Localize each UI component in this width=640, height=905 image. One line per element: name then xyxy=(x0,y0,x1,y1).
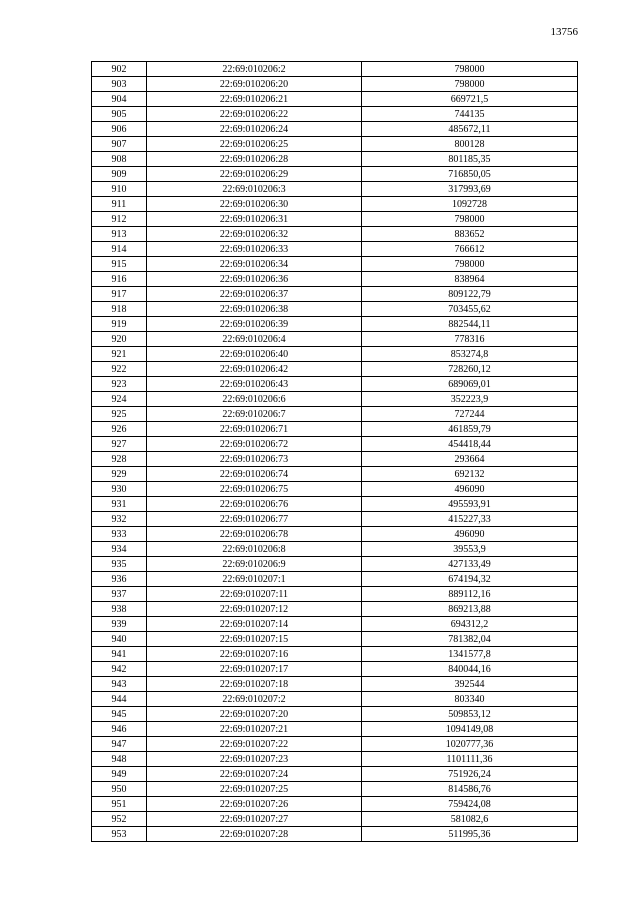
row-number-cell: 925 xyxy=(92,407,147,422)
value-cell: 317993,69 xyxy=(362,182,578,197)
cadastral-number-cell: 22:69:010206:28 xyxy=(147,152,362,167)
table-row xyxy=(92,152,578,167)
cadastral-number-cell: 22:69:010207:22 xyxy=(147,737,362,752)
value-cell: 1341577,8 xyxy=(362,647,578,662)
table-row xyxy=(92,392,578,407)
row-number-cell: 910 xyxy=(92,182,147,197)
cadastral-number-cell: 22:69:010206:24 xyxy=(147,122,362,137)
row-number-cell: 909 xyxy=(92,167,147,182)
table-row xyxy=(92,602,578,617)
value-cell: 495593,91 xyxy=(362,497,578,512)
value-cell: 798000 xyxy=(362,77,578,92)
value-cell: 692132 xyxy=(362,467,578,482)
row-number-cell: 941 xyxy=(92,647,147,662)
value-cell: 883652 xyxy=(362,227,578,242)
table-row xyxy=(92,332,578,347)
row-number-cell: 948 xyxy=(92,752,147,767)
cadastral-number-cell: 22:69:010206:42 xyxy=(147,362,362,377)
cadastral-number-cell: 22:69:010207:2 xyxy=(147,692,362,707)
table-row xyxy=(92,752,578,767)
row-number-cell: 927 xyxy=(92,437,147,452)
value-cell: 840044,16 xyxy=(362,662,578,677)
table-row xyxy=(92,557,578,572)
row-number-cell: 931 xyxy=(92,497,147,512)
value-cell: 781382,04 xyxy=(362,632,578,647)
cadastral-number-cell: 22:69:010206:33 xyxy=(147,242,362,257)
cadastral-number-cell: 22:69:010206:21 xyxy=(147,92,362,107)
page-number: 13756 xyxy=(550,26,578,38)
table-row xyxy=(92,137,578,152)
table-row xyxy=(92,482,578,497)
table-row xyxy=(92,287,578,302)
value-cell: 415227,33 xyxy=(362,512,578,527)
cadastral-number-cell: 22:69:010206:38 xyxy=(147,302,362,317)
cadastral-number-cell: 22:69:010206:37 xyxy=(147,287,362,302)
cadastral-number-cell: 22:69:010206:3 xyxy=(147,182,362,197)
table-row xyxy=(92,62,578,77)
table-row xyxy=(92,242,578,257)
row-number-cell: 943 xyxy=(92,677,147,692)
value-cell: 751926,24 xyxy=(362,767,578,782)
row-number-cell: 907 xyxy=(92,137,147,152)
value-cell: 798000 xyxy=(362,212,578,227)
value-cell: 853274,8 xyxy=(362,347,578,362)
cadastral-number-cell: 22:69:010206:73 xyxy=(147,452,362,467)
table-row xyxy=(92,167,578,182)
value-cell: 39553,9 xyxy=(362,542,578,557)
row-number-cell: 951 xyxy=(92,797,147,812)
value-cell: 809122,79 xyxy=(362,287,578,302)
row-number-cell: 936 xyxy=(92,572,147,587)
table-body xyxy=(92,62,578,842)
cadastral-number-cell: 22:69:010206:36 xyxy=(147,272,362,287)
table-row xyxy=(92,587,578,602)
table-row xyxy=(92,737,578,752)
table-row xyxy=(92,767,578,782)
table-row xyxy=(92,467,578,482)
table-row xyxy=(92,632,578,647)
row-number-cell: 938 xyxy=(92,602,147,617)
cadastral-number-cell: 22:69:010207:16 xyxy=(147,647,362,662)
table-row xyxy=(92,77,578,92)
value-cell: 814586,76 xyxy=(362,782,578,797)
value-cell: 727244 xyxy=(362,407,578,422)
value-cell: 759424,08 xyxy=(362,797,578,812)
value-cell: 689069,01 xyxy=(362,377,578,392)
table-row xyxy=(92,257,578,272)
row-number-cell: 953 xyxy=(92,827,147,842)
cadastral-number-cell: 22:69:010206:30 xyxy=(147,197,362,212)
value-cell: 728260,12 xyxy=(362,362,578,377)
table-row xyxy=(92,197,578,212)
cadastral-number-cell: 22:69:010206:71 xyxy=(147,422,362,437)
value-cell: 882544,11 xyxy=(362,317,578,332)
value-cell: 496090 xyxy=(362,482,578,497)
value-cell: 485672,11 xyxy=(362,122,578,137)
table-row xyxy=(92,302,578,317)
value-cell: 496090 xyxy=(362,527,578,542)
value-cell: 744135 xyxy=(362,107,578,122)
value-cell: 778316 xyxy=(362,332,578,347)
row-number-cell: 915 xyxy=(92,257,147,272)
cadastral-number-cell: 22:69:010206:4 xyxy=(147,332,362,347)
value-cell: 838964 xyxy=(362,272,578,287)
row-number-cell: 913 xyxy=(92,227,147,242)
value-cell: 1094149,08 xyxy=(362,722,578,737)
cadastral-number-cell: 22:69:010206:9 xyxy=(147,557,362,572)
table-row xyxy=(92,272,578,287)
value-cell: 427133,49 xyxy=(362,557,578,572)
table-row xyxy=(92,122,578,137)
cadastral-number-cell: 22:69:010207:17 xyxy=(147,662,362,677)
row-number-cell: 924 xyxy=(92,392,147,407)
cadastral-number-cell: 22:69:010206:6 xyxy=(147,392,362,407)
value-cell: 509853,12 xyxy=(362,707,578,722)
row-number-cell: 940 xyxy=(92,632,147,647)
row-number-cell: 920 xyxy=(92,332,147,347)
cadastral-number-cell: 22:69:010207:21 xyxy=(147,722,362,737)
table-row xyxy=(92,92,578,107)
value-cell: 352223,9 xyxy=(362,392,578,407)
cadastral-number-cell: 22:69:010206:39 xyxy=(147,317,362,332)
row-number-cell: 916 xyxy=(92,272,147,287)
value-cell: 694312,2 xyxy=(362,617,578,632)
table-row xyxy=(92,692,578,707)
row-number-cell: 922 xyxy=(92,362,147,377)
row-number-cell: 942 xyxy=(92,662,147,677)
table-row xyxy=(92,512,578,527)
cadastral-number-cell: 22:69:010207:24 xyxy=(147,767,362,782)
row-number-cell: 945 xyxy=(92,707,147,722)
table-row xyxy=(92,107,578,122)
cadastral-number-cell: 22:69:010207:15 xyxy=(147,632,362,647)
cadastral-number-cell: 22:69:010206:34 xyxy=(147,257,362,272)
table-row xyxy=(92,707,578,722)
cadastral-number-cell: 22:69:010206:74 xyxy=(147,467,362,482)
row-number-cell: 911 xyxy=(92,197,147,212)
cadastral-number-cell: 22:69:010206:2 xyxy=(147,62,362,77)
row-number-cell: 935 xyxy=(92,557,147,572)
cadastral-number-cell: 22:69:010207:14 xyxy=(147,617,362,632)
row-number-cell: 923 xyxy=(92,377,147,392)
cadastral-number-cell: 22:69:010206:25 xyxy=(147,137,362,152)
row-number-cell: 929 xyxy=(92,467,147,482)
value-cell: 1020777,36 xyxy=(362,737,578,752)
table-row xyxy=(92,437,578,452)
table-row xyxy=(92,362,578,377)
row-number-cell: 905 xyxy=(92,107,147,122)
row-number-cell: 912 xyxy=(92,212,147,227)
value-cell: 674194,32 xyxy=(362,572,578,587)
value-cell: 800128 xyxy=(362,137,578,152)
cadastral-number-cell: 22:69:010207:25 xyxy=(147,782,362,797)
row-number-cell: 947 xyxy=(92,737,147,752)
cadastral-number-cell: 22:69:010207:12 xyxy=(147,602,362,617)
row-number-cell: 928 xyxy=(92,452,147,467)
row-number-cell: 906 xyxy=(92,122,147,137)
row-number-cell: 918 xyxy=(92,302,147,317)
table-row xyxy=(92,617,578,632)
value-cell: 581082,6 xyxy=(362,812,578,827)
cadastral-number-cell: 22:69:010206:76 xyxy=(147,497,362,512)
value-cell: 293664 xyxy=(362,452,578,467)
table-row xyxy=(92,212,578,227)
table-row xyxy=(92,347,578,362)
cadastral-number-cell: 22:69:010207:28 xyxy=(147,827,362,842)
cadastral-number-cell: 22:69:010206:8 xyxy=(147,542,362,557)
value-cell: 798000 xyxy=(362,257,578,272)
cadastral-number-cell: 22:69:010206:40 xyxy=(147,347,362,362)
cadastral-number-cell: 22:69:010206:43 xyxy=(147,377,362,392)
row-number-cell: 930 xyxy=(92,482,147,497)
value-cell: 392544 xyxy=(362,677,578,692)
cadastral-value-table xyxy=(91,61,578,842)
table-row xyxy=(92,422,578,437)
cadastral-number-cell: 22:69:010206:75 xyxy=(147,482,362,497)
value-cell: 1092728 xyxy=(362,197,578,212)
row-number-cell: 952 xyxy=(92,812,147,827)
table-row xyxy=(92,227,578,242)
row-number-cell: 934 xyxy=(92,542,147,557)
value-cell: 669721,5 xyxy=(362,92,578,107)
row-number-cell: 926 xyxy=(92,422,147,437)
cadastral-number-cell: 22:69:010207:27 xyxy=(147,812,362,827)
cadastral-number-cell: 22:69:010206:32 xyxy=(147,227,362,242)
cadastral-number-cell: 22:69:010207:18 xyxy=(147,677,362,692)
value-cell: 869213,88 xyxy=(362,602,578,617)
value-cell: 703455,62 xyxy=(362,302,578,317)
row-number-cell: 902 xyxy=(92,62,147,77)
row-number-cell: 932 xyxy=(92,512,147,527)
table-row xyxy=(92,662,578,677)
table-row xyxy=(92,782,578,797)
cadastral-number-cell: 22:69:010206:20 xyxy=(147,77,362,92)
table-row xyxy=(92,452,578,467)
value-cell: 803340 xyxy=(362,692,578,707)
row-number-cell: 921 xyxy=(92,347,147,362)
row-number-cell: 914 xyxy=(92,242,147,257)
row-number-cell: 919 xyxy=(92,317,147,332)
cadastral-number-cell: 22:69:010206:29 xyxy=(147,167,362,182)
row-number-cell: 917 xyxy=(92,287,147,302)
row-number-cell: 949 xyxy=(92,767,147,782)
cadastral-number-cell: 22:69:010206:78 xyxy=(147,527,362,542)
table-row xyxy=(92,647,578,662)
table-row xyxy=(92,377,578,392)
table-row xyxy=(92,497,578,512)
table-row xyxy=(92,797,578,812)
cadastral-number-cell: 22:69:010206:7 xyxy=(147,407,362,422)
value-cell: 461859,79 xyxy=(362,422,578,437)
table-row xyxy=(92,317,578,332)
value-cell: 1101111,36 xyxy=(362,752,578,767)
table-row xyxy=(92,812,578,827)
cadastral-number-cell: 22:69:010207:1 xyxy=(147,572,362,587)
table-row xyxy=(92,722,578,737)
cadastral-number-cell: 22:69:010207:20 xyxy=(147,707,362,722)
row-number-cell: 904 xyxy=(92,92,147,107)
value-cell: 716850,05 xyxy=(362,167,578,182)
table-row xyxy=(92,527,578,542)
row-number-cell: 937 xyxy=(92,587,147,602)
value-cell: 766612 xyxy=(362,242,578,257)
cadastral-number-cell: 22:69:010206:72 xyxy=(147,437,362,452)
cadastral-number-cell: 22:69:010206:77 xyxy=(147,512,362,527)
row-number-cell: 903 xyxy=(92,77,147,92)
row-number-cell: 944 xyxy=(92,692,147,707)
table-row xyxy=(92,572,578,587)
table-row xyxy=(92,827,578,842)
value-cell: 801185,35 xyxy=(362,152,578,167)
table-row xyxy=(92,182,578,197)
table-row xyxy=(92,677,578,692)
row-number-cell: 946 xyxy=(92,722,147,737)
row-number-cell: 939 xyxy=(92,617,147,632)
value-cell: 798000 xyxy=(362,62,578,77)
table-row xyxy=(92,407,578,422)
cadastral-number-cell: 22:69:010207:23 xyxy=(147,752,362,767)
value-cell: 889112,16 xyxy=(362,587,578,602)
value-cell: 454418,44 xyxy=(362,437,578,452)
value-cell: 511995,36 xyxy=(362,827,578,842)
cadastral-number-cell: 22:69:010207:11 xyxy=(147,587,362,602)
row-number-cell: 933 xyxy=(92,527,147,542)
cadastral-number-cell: 22:69:010206:31 xyxy=(147,212,362,227)
row-number-cell: 908 xyxy=(92,152,147,167)
cadastral-number-cell: 22:69:010207:26 xyxy=(147,797,362,812)
table-row xyxy=(92,542,578,557)
row-number-cell: 950 xyxy=(92,782,147,797)
cadastral-number-cell: 22:69:010206:22 xyxy=(147,107,362,122)
